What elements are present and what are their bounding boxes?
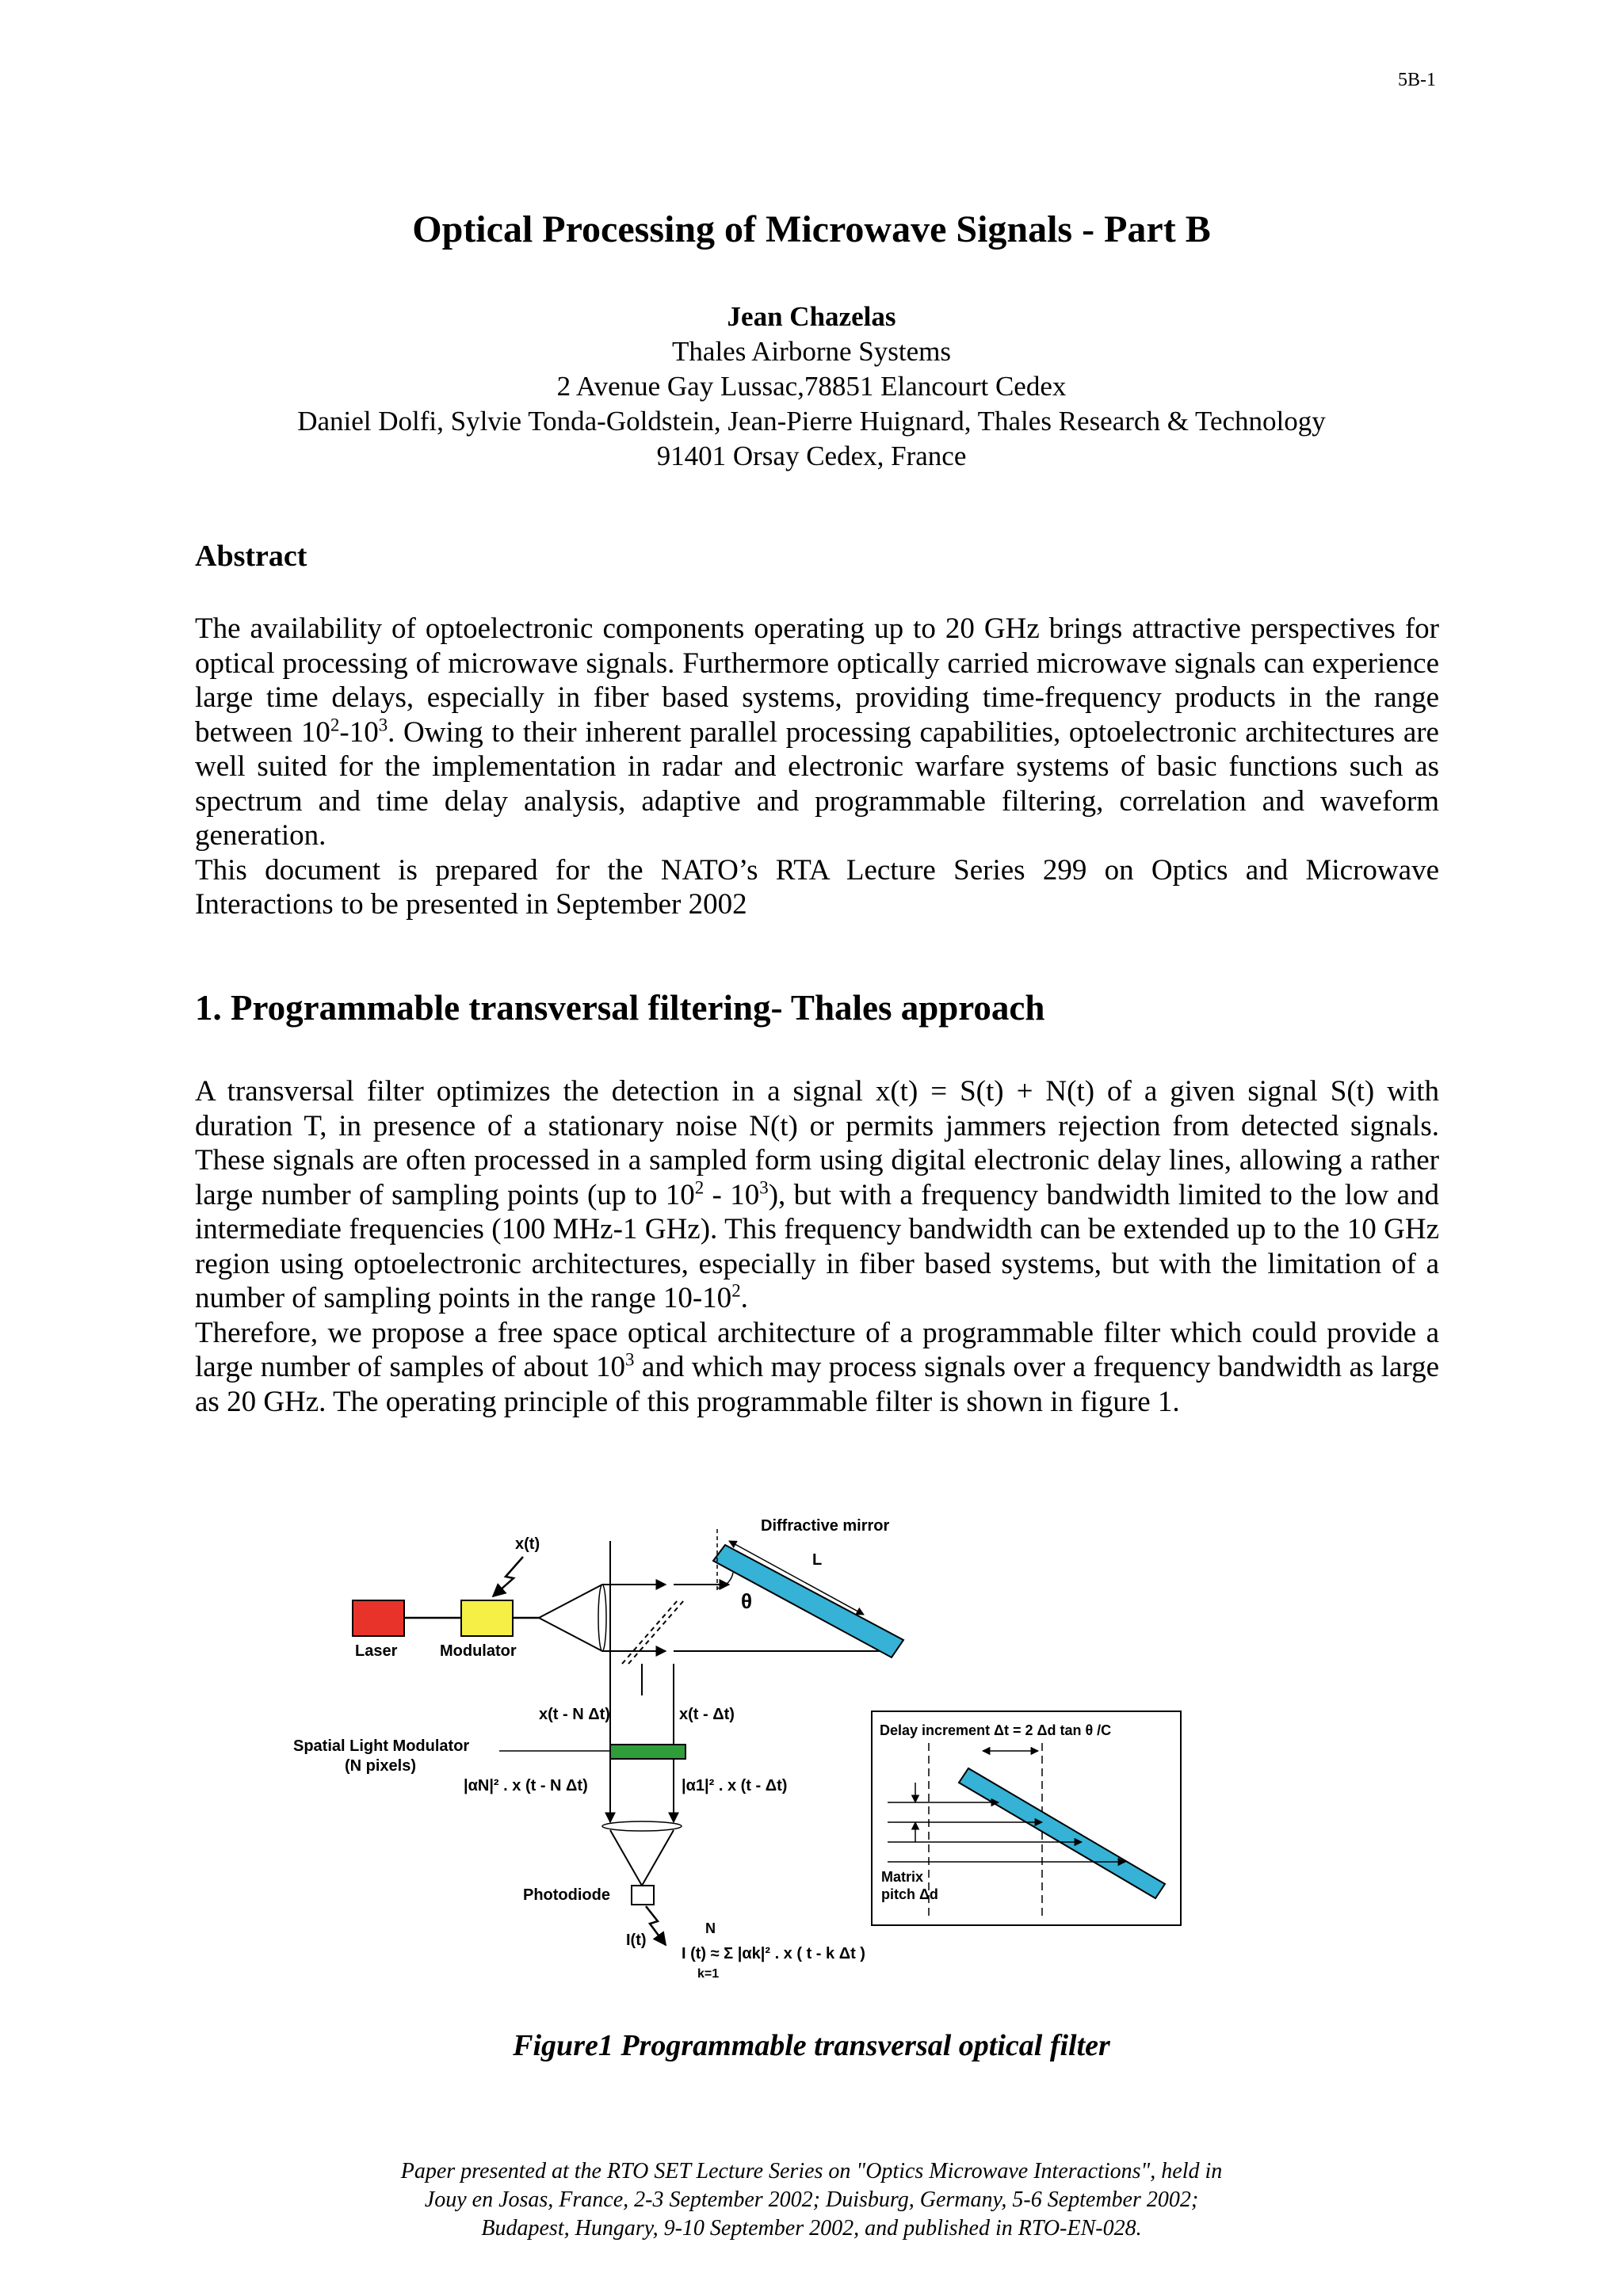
address-1: 2 Avenue Gay Lussac,78851 Elancourt Cedex: [556, 371, 1067, 402]
sum-upper-limit: N: [705, 1920, 716, 1936]
length-label: L: [812, 1551, 823, 1569]
author-block: [0, 299, 1623, 474]
input-signal-arrow: [493, 1557, 523, 1596]
photodiode-box: [632, 1886, 654, 1905]
it-label: I(t): [626, 1932, 647, 1949]
coauthors: Daniel Dolfi, Sylvie Tonda-Goldstein, Jean-Pierre Huignard, Thales Research & Technology: [297, 406, 1326, 437]
slm-label: Spatial Light Modulator: [293, 1737, 470, 1755]
section-1-heading: 1. Programmable transversal filtering- Thales approach: [195, 988, 1045, 1028]
figure-1-caption: Figure1 Programmable transversal optical filter: [513, 2029, 1110, 2062]
lead-author: Jean Chazelas: [727, 301, 896, 332]
x-d-label: x(t - Δt): [679, 1706, 735, 1723]
abstract-body: [195, 612, 1439, 922]
beam-expander: [539, 1585, 602, 1651]
page-number: 5B-1: [1398, 70, 1436, 90]
photodiode-label: Photodiode: [523, 1886, 610, 1904]
modulator-label: Modulator: [440, 1642, 517, 1660]
output-signal-arrow: [646, 1906, 666, 1945]
x-nd-label: x(t - N Δt): [539, 1706, 610, 1723]
collimating-lens: [598, 1585, 606, 1651]
sum-lower-limit: k=1: [697, 1967, 720, 1981]
address-2: 91401 Orsay Cedex, France: [656, 441, 967, 471]
abstract-heading: Abstract: [195, 540, 307, 573]
alpha1-expression: |α1|² . x (t - Δt): [682, 1777, 788, 1794]
abstract-paragraph-1: The availability of optoelectronic components operating up to 20 GHz brings attractive perspectives for optical processing of microwave signals. Furthermore optically carried microwave signals can experience large time delays, especially in fiber based systems, providing time-frequency products in the range between $10^2-10^3$. Owing to their inherent parallel processing capabilities, optoelectronic architectures are well suited for the implementation in radar and electronic warfare systems of basic functions such as spectrum and time delay analysis, adaptive and programmable filtering, correlation and waveform generation.: [195, 612, 1439, 852]
delay-increment-label: Delay increment Δt = 2 Δd tan θ /C: [880, 1722, 1112, 1738]
footer-note: [0, 2157, 1623, 2243]
laser-box: [353, 1600, 404, 1636]
xt-label: x(t): [515, 1535, 540, 1553]
footer-line-3: Budapest, Hungary, 9-10 September 2002, and published in RTO-EN-028.: [481, 2216, 1142, 2241]
sum-expression: I (t) ≈ Σ |αk|² . x ( t - k Δt ): [682, 1945, 865, 1962]
spatial-light-modulator: [610, 1745, 685, 1759]
pitch-label: pitch Δd: [881, 1886, 938, 1902]
angle-arc: [717, 1573, 733, 1589]
laser-label: Laser: [355, 1642, 398, 1660]
modulator-box: [461, 1600, 513, 1636]
figure-1-diagram: [285, 1513, 1205, 1989]
section-1-paragraph-1: A transversal filter optimizes the detection in a signal x(t) = S(t) + N(t) of a given signal S(t) with duration T, in presence of a stationary noise N(t) or permits jammers rejection from detected signals. These signals are often processed in a sampled form using digital electronic delay lines, allowing a rather large number of sampling points (up to $10^2 - 10^3$), but with a frequency bandwidth limited to the low and intermediate frequencies (100 MHz-1 GHz). This frequency bandwidth can be extended up to the 10 GHz region using optoelectronic architectures, especially in fiber based systems, but with the limitation of a number of sampling points in the range $10-10^2$.: [195, 1075, 1440, 1314]
affiliation-1: Thales Airborne Systems: [672, 336, 951, 367]
paper-title: Optical Processing of Microwave Signals - Part B: [412, 208, 1211, 250]
diffractive-mirror-label: Diffractive mirror: [761, 1517, 890, 1535]
npixels-label: (N pixels): [345, 1757, 417, 1775]
section-1-paragraph-2: Therefore, we propose a free space optical architecture of a programmable filter which could provide a large number of samples of about $10^3$ and which may process signals over a frequency bandwidth as large as 20 GHz. The operating principle of this programmable filter is shown in figure 1.: [195, 1316, 1439, 1418]
footer-line-2: Jouy en Josas, France, 2-3 September 2002; Duisburg, Germany, 5-6 September 2002;: [424, 2187, 1199, 2212]
focusing-lens: [602, 1821, 682, 1831]
matrix-label: Matrix: [881, 1869, 924, 1885]
alphaN-expression: |αN|² . x (t - N Δt): [464, 1777, 588, 1794]
footer-line-1: Paper presented at the RTO SET Lecture Series on "Optics Microwave Interactions", held in: [400, 2159, 1223, 2183]
abstract-paragraph-2: This document is prepared for the NATO’s RTA Lecture Series 299 on Optics and Microwave Interactions to be presented in September 2002: [195, 853, 1439, 921]
theta-label: θ: [741, 1589, 753, 1613]
beam-splitter-back: [628, 1600, 684, 1664]
section-1-body: [195, 1074, 1439, 1419]
beam-splitter: [622, 1600, 678, 1664]
focusing-beams: [610, 1830, 674, 1886]
